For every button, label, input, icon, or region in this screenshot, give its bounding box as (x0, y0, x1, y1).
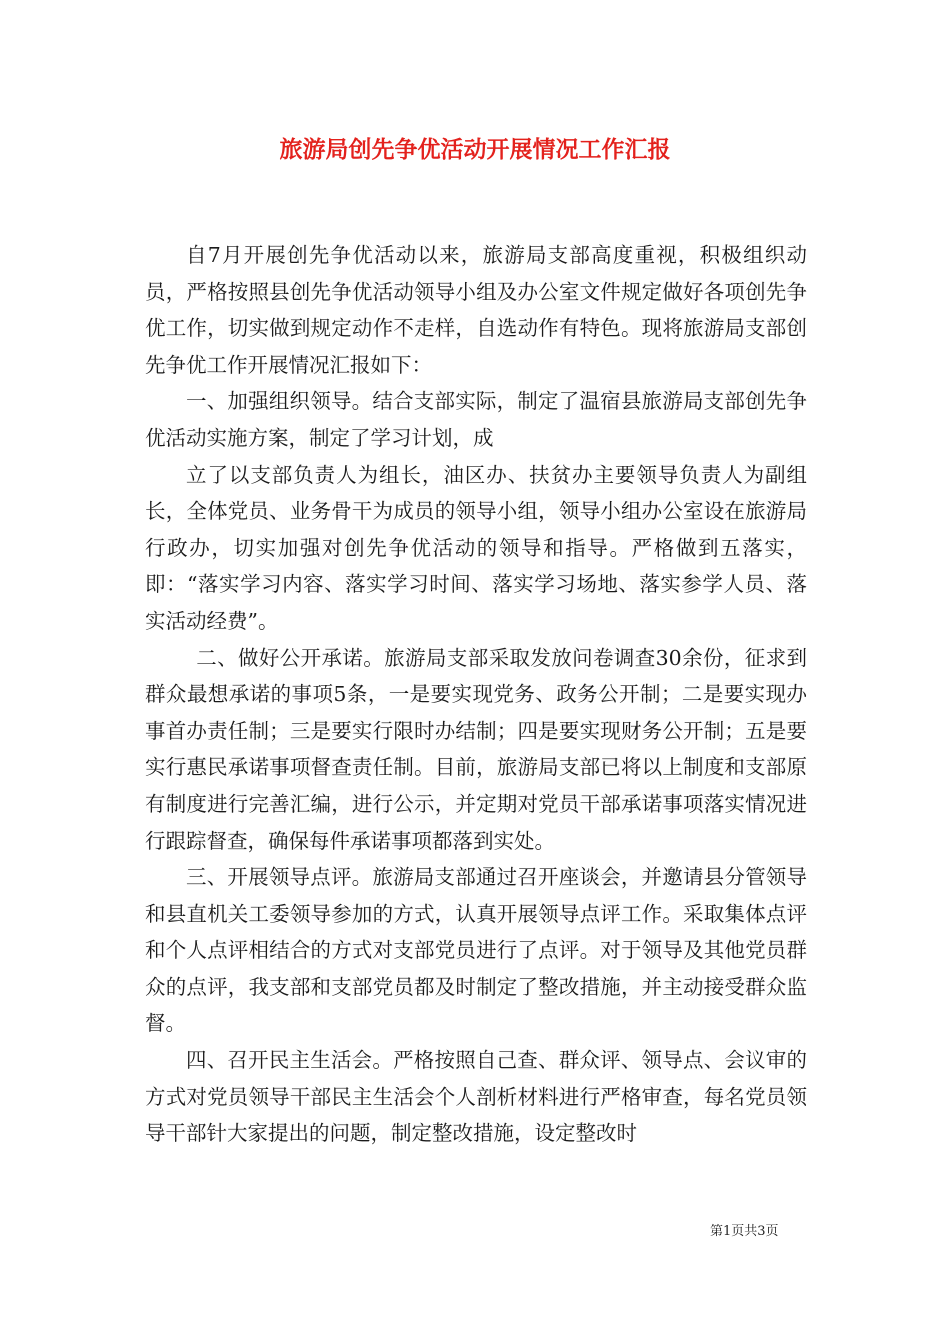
paragraph-section-1-continued: 立了以支部负责人为组长，油区办、扶贫办主要领导负责人为副组长，全体党员、业务骨干为成员的领导小组，领导小组办公室设在旅游局行政办，切实加强对创先争优活动的领导和指导。严格做到五落实，即：“落实学习内容、落实学习时间、落实学习场地、落实参学人员、落实活动经费”。 (145, 462, 807, 633)
paragraph-section-2: 二、做好公开承诺。旅游局支部采取发放问卷调查30余份，征求到群众最想承诺的事项5条，一是要实现党务、政务公开制；二是要实现办事首办责任制；三是要实行限时办结制；四是要实现财务公开制；五是要实行惠民承诺事项督查责任制。目前，旅游局支部已将以上制度和支部原有制度进行完善汇编，进行公示，并定期对党员干部承诺事项落实情况进行跟踪督查，确保每件承诺事项都落到实处。 (145, 645, 807, 853)
paragraph-intro: 自7月开展创先争优活动以来，旅游局支部高度重视，积极组织动员，严格按照县创先争优活动领导小组及办公室文件规定做好各项创先争优工作，切实做到规定动作不走样，自选动作有特色。现将旅游局支部创先争优工作开展情况汇报如下： (145, 243, 807, 377)
page-number: 第1页共3页 (710, 1224, 779, 1239)
paragraph-section-4: 四、召开民主生活会。严格按照自己查、群众评、领导点、会议审的方式对党员领导干部民主生活会个人剖析材料进行严格审查，每名党员领导干部针大家提出的问题，制定整改措施，设定整改时 (145, 1048, 807, 1146)
paragraph-section-1: 一、加强组织领导。结合支部实际，制定了温宿县旅游局支部创先争优活动实施方案，制定了学习计划，成 (145, 389, 807, 450)
document-title: 旅游局创先争优活动开展情况工作汇报 (279, 136, 671, 163)
paragraph-section-3: 三、开展领导点评。旅游局支部通过召开座谈会，并邀请县分管领导和县直机关工委领导参加的方式，认真开展领导点评工作。采取集体点评和个人点评相结合的方式对支部党员进行了点评。对于领导及其他党员群众的点评，我支部和支部党员都及时制定了整改措施，并主动接受群众监督。 (145, 865, 807, 1036)
document-body (145, 237, 807, 1152)
